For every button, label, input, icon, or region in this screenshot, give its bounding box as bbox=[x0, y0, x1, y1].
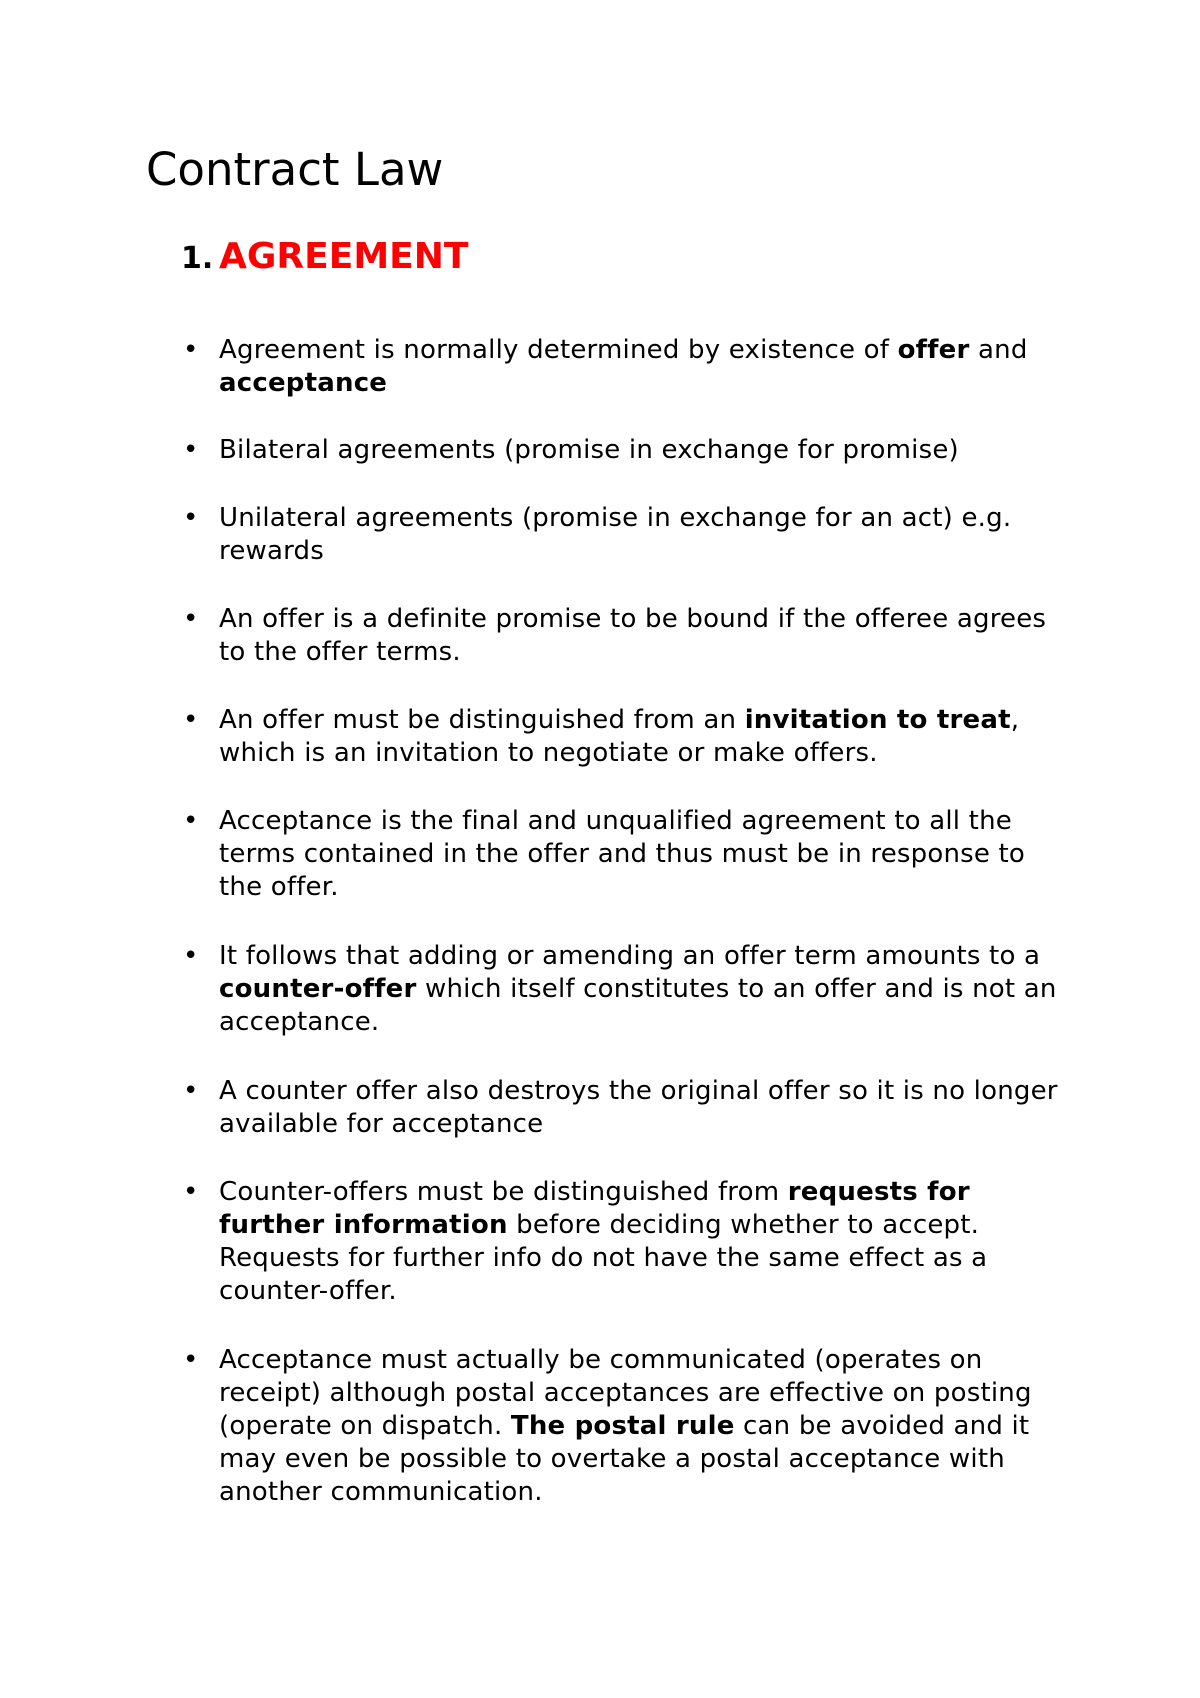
bullet-icon: • bbox=[183, 1345, 199, 1375]
bullet-icon: • bbox=[183, 941, 199, 971]
bullet-text: An offer must be distinguished from an invitation to treat, which is an invitation to negotiate or make offers. bbox=[219, 705, 1020, 768]
bullet-text: An offer is a definite promise to be bound if the offeree agrees to the offer terms. bbox=[219, 604, 1047, 667]
bullet-text: It follows that adding or amending an offer term amounts to a counter-offer which itself constitutes to an offer and is not an acceptance. bbox=[219, 941, 1057, 1037]
bullet-text: Counter-offers must be distinguished from requests for further information before deciding whether to accept. Requests for further info do not have the same effect as a counter-offer. bbox=[219, 1177, 988, 1306]
bullet-text: Agreement is normally determined by existence of offer and acceptance bbox=[219, 335, 1028, 398]
bullet-icon: • bbox=[183, 705, 199, 735]
bullet-text: Bilateral agreements (promise in exchange for promise) bbox=[219, 435, 959, 465]
bullet-text: A counter offer also destroys the original offer so it is no longer available for acceptance bbox=[219, 1076, 1058, 1139]
bullet-text: Unilateral agreements (promise in exchange for an act) e.g. rewards bbox=[219, 503, 1012, 566]
bullet-icon: • bbox=[183, 1177, 199, 1207]
bullet-text: Acceptance must actually be communicated (operates on receipt) although postal acceptances are effective on posting (operate on dispatch. The postal rule can be avoided and it may even be possible to overtake a postal acceptance with another communication. bbox=[219, 1345, 1032, 1507]
document-title: Contract Law bbox=[146, 143, 444, 196]
bullet-icon: • bbox=[183, 1076, 199, 1106]
bullet-icon: • bbox=[183, 503, 199, 533]
bullet-text: Acceptance is the final and unqualified agreement to all the terms contained in the offer and thus must be in response to the offer. bbox=[219, 806, 1026, 902]
bullet-icon: • bbox=[183, 806, 199, 836]
bullet-icon: • bbox=[183, 435, 199, 465]
section-number: 1. bbox=[181, 241, 214, 276]
section-label: AGREEMENT bbox=[219, 236, 469, 277]
section-heading bbox=[181, 236, 468, 277]
bullet-icon: • bbox=[183, 604, 199, 634]
bullet-icon: • bbox=[183, 335, 199, 365]
